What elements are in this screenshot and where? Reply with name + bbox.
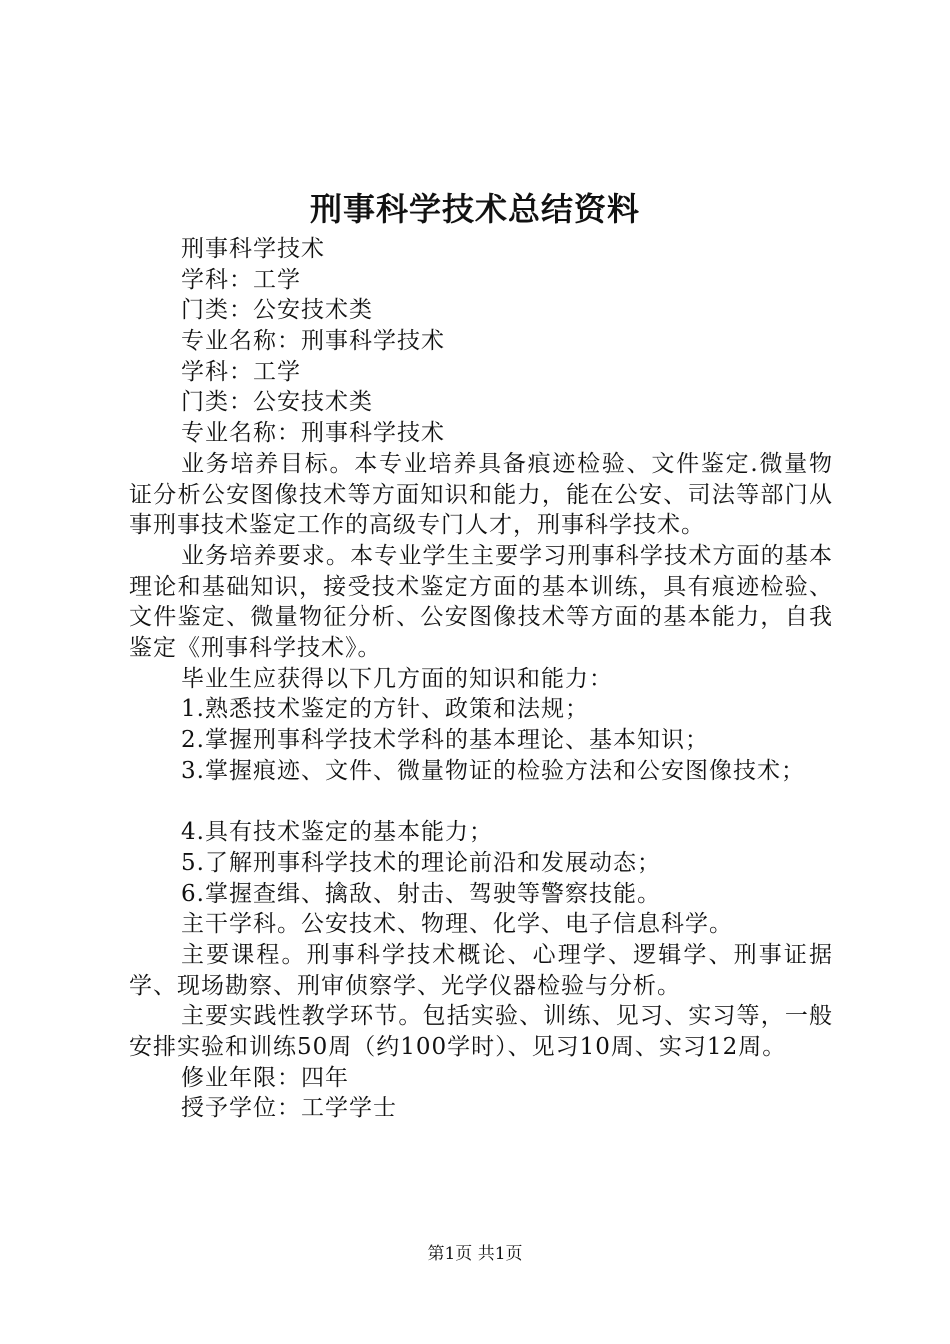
document-title: 刑事科学技术总结资料 xyxy=(309,190,640,228)
main-subjects-line: 主干学科。公安技术、物理、化学、电子信息科学。 xyxy=(181,911,733,938)
ability-item: 6.掌握查缉、擒敌、射击、驾驶等警察技能。 xyxy=(181,880,661,907)
page-number-footer: 第1页 共1页 xyxy=(427,1244,523,1264)
training-requirement-paragraph: 业务培养要求。本专业学生主要学习刑事科学技术方面的基本理论和基础知识，接受技术鉴定方面的基本训练，具有痕迹检验、文件鉴定、微量物征分析、公安图像技术等方面的基本能力，自我鉴定《刑事科学技术》。 xyxy=(129,542,833,662)
ability-item: 2.掌握刑事科学技术学科的基本理论、基本知识； xyxy=(181,727,709,754)
category-line: 门类：公安技术类 xyxy=(181,389,373,416)
major-name-heading: 刑事科学技术 xyxy=(181,236,325,262)
duration-line: 修业年限：四年 xyxy=(181,1064,349,1091)
main-courses-paragraph: 主要课程。刑事科学技术概论、心理学、逻辑学、刑事证据学、现场勘察、刑审侦察学、光学仪器检验与分析。 xyxy=(129,941,833,999)
category-line: 门类：公安技术类 xyxy=(181,297,373,324)
document-body xyxy=(129,234,833,1124)
major-name-line: 专业名称：刑事科学技术 xyxy=(181,420,445,447)
discipline-line: 学科：工学 xyxy=(181,266,301,293)
ability-item: 1.熟悉技术鉴定的方针、政策和法规； xyxy=(181,696,589,723)
ability-item: 5.了解刑事科学技术的理论前沿和发展动态； xyxy=(181,849,661,876)
degree-line: 授予学位：工学学士 xyxy=(181,1095,397,1122)
major-name-line: 专业名称：刑事科学技术 xyxy=(181,328,445,355)
practice-paragraph: 主要实践性教学环节。包括实验、训练、见习、实习等，一般安排实验和训练50周（约100学时）、见习10周、实习12周。 xyxy=(129,1003,833,1061)
abilities-intro: 毕业生应获得以下几方面的知识和能力： xyxy=(181,665,613,692)
training-objective-paragraph: 业务培养目标。本专业培养具备痕迹检验、文件鉴定.微量物证分析公安图像技术等方面知识和能力，能在公安、司法等部门从事刑事技术鉴定工作的高级专门人才，刑事科学技术。 xyxy=(129,450,833,539)
blank-line xyxy=(129,786,833,817)
ability-item: 4.具有技术鉴定的基本能力； xyxy=(181,819,493,846)
discipline-line: 学科：工学 xyxy=(181,358,301,385)
ability-item: 3.掌握痕迹、文件、微量物证的检验方法和公安图像技术； xyxy=(181,757,805,784)
